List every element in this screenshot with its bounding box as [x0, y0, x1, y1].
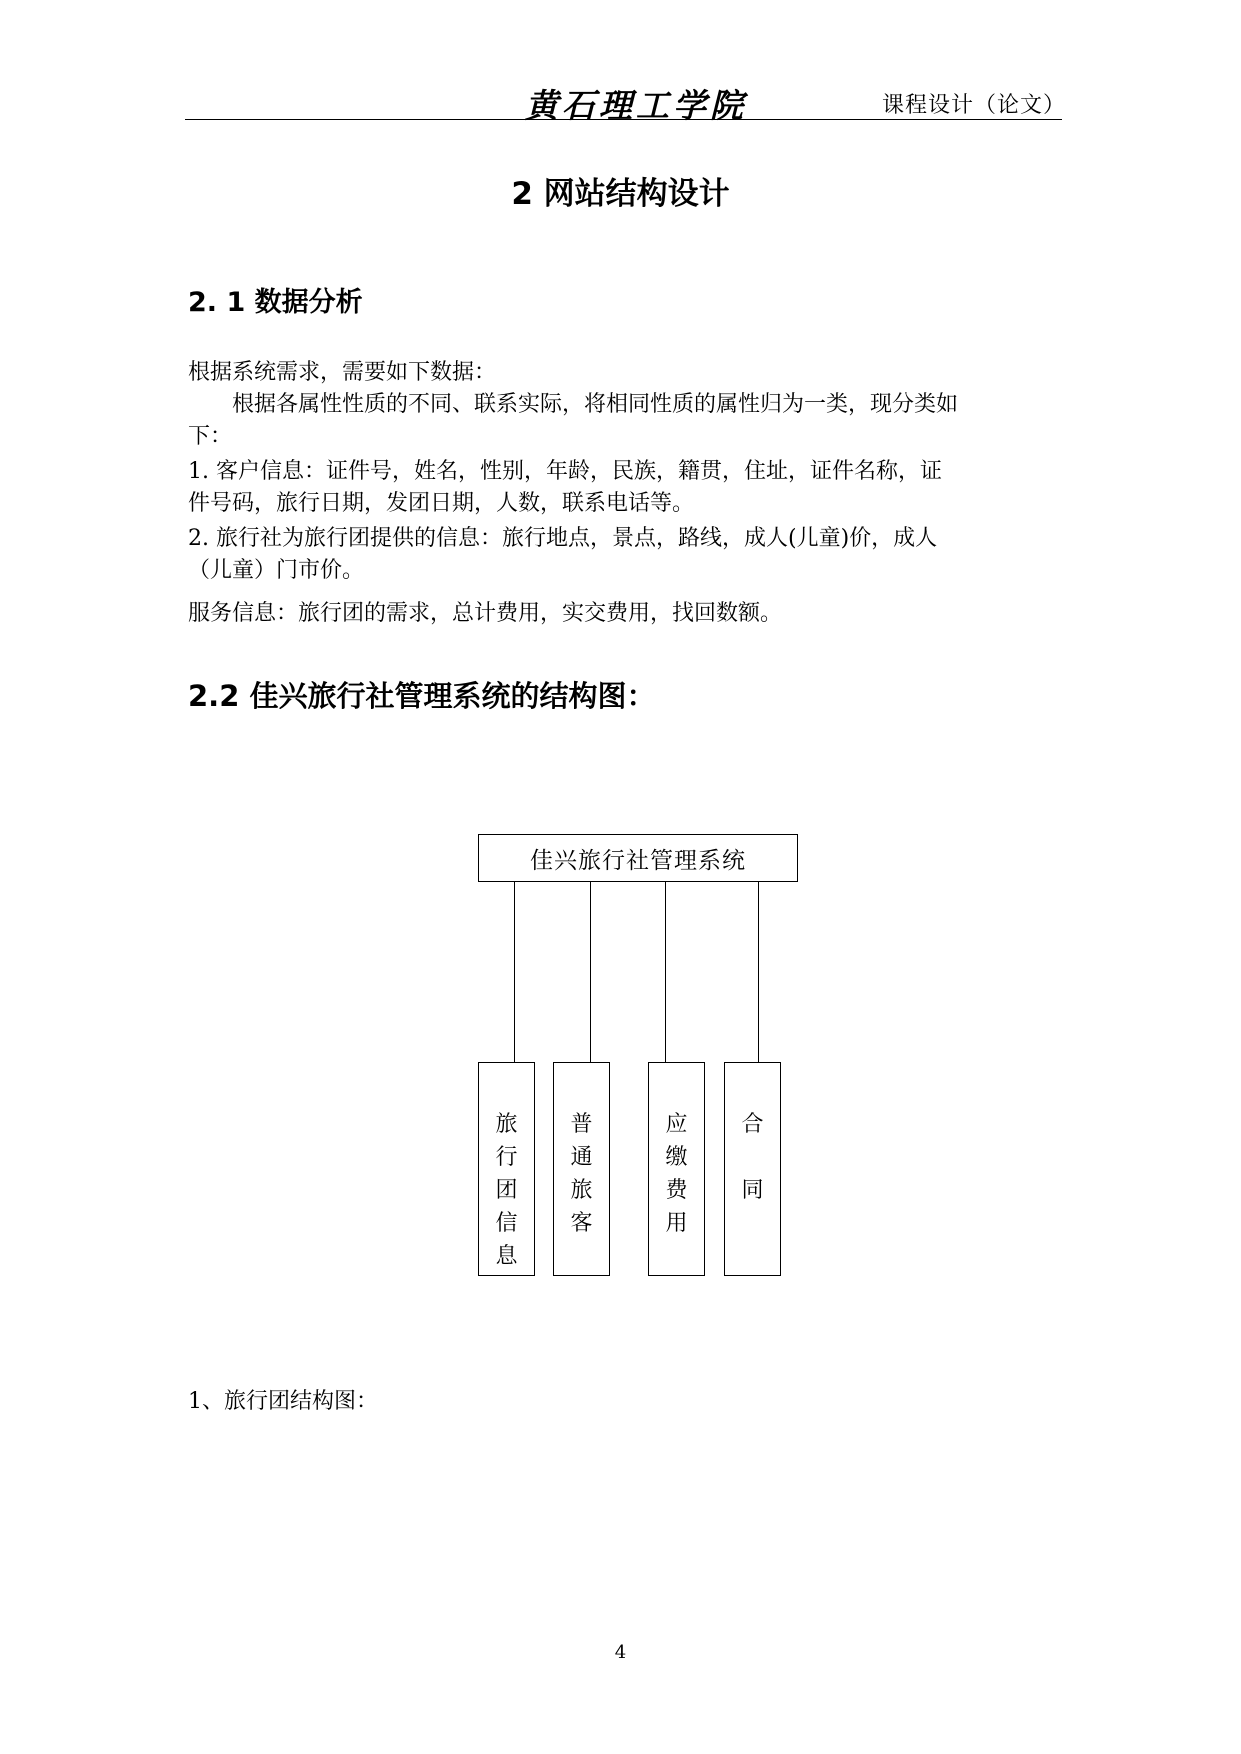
diagram-node-regular-traveler [553, 1062, 610, 1276]
diagram-connector [514, 882, 515, 1062]
header-rule [185, 119, 1062, 120]
node-char: 团 [495, 1178, 518, 1203]
paragraph-line: 根据系统需求，需要如下数据： [188, 360, 497, 385]
diagram-node-fees-due [648, 1062, 705, 1276]
node-char: 客 [570, 1211, 593, 1236]
node-char: 息 [495, 1244, 518, 1269]
node-char: 合 [741, 1112, 764, 1137]
node-char: 应 [665, 1112, 688, 1137]
node-char: 旅 [495, 1112, 518, 1137]
node-char: 费 [665, 1178, 688, 1203]
diagram-node-tour-group-info [478, 1062, 535, 1276]
node-char: 缴 [665, 1145, 688, 1170]
node-char: 信 [495, 1211, 518, 1236]
list-item-line: （儿童）门市价。 [188, 558, 365, 583]
list-item-line: 1. 客户信息：证件号，姓名，性别，年龄，民族，籍贯，住址，证件名称，证 [188, 459, 942, 484]
list-item-line: 件号码，旅行日期，发团日期，人数，联系电话等。 [188, 491, 695, 516]
node-char: 用 [665, 1211, 688, 1236]
school-logo-text: 黄石理工学院 [525, 86, 747, 125]
chapter-title: 2 网站结构设计 [511, 176, 730, 212]
node-char: 普 [570, 1112, 593, 1137]
paragraph-line: 根据各属性性质的不同、联系实际，将相同性质的属性归为一类，现分类如 [188, 392, 959, 417]
node-char: 旅 [570, 1178, 593, 1203]
page-number: 4 [614, 1642, 627, 1663]
document-type: 课程设计（论文） [882, 93, 1067, 118]
diagram-connector [758, 882, 759, 1062]
paragraph-line: 1、旅行团结构图： [188, 1389, 378, 1414]
diagram-root-label: 佳兴旅行社管理系统 [530, 847, 746, 874]
section-heading-structure-diagram: 2.2 佳兴旅行社管理系统的结构图： [188, 679, 656, 713]
paragraph-line: 下： [188, 424, 233, 449]
node-char: 通 [570, 1145, 593, 1170]
diagram-connector [590, 882, 591, 1062]
diagram-connector [665, 882, 666, 1062]
node-char: 行 [495, 1145, 518, 1170]
diagram-node-contract [724, 1062, 781, 1276]
node-char: 同 [741, 1178, 764, 1203]
diagram-root-box [478, 834, 798, 882]
section-heading-data-analysis: 2. 1 数据分析 [188, 287, 363, 318]
paragraph-line: 服务信息：旅行团的需求，总计费用，实交费用，找回数额。 [188, 601, 783, 626]
list-item-line: 2. 旅行社为旅行团提供的信息：旅行地点，景点，路线，成人(儿童)价，成人 [188, 526, 938, 551]
